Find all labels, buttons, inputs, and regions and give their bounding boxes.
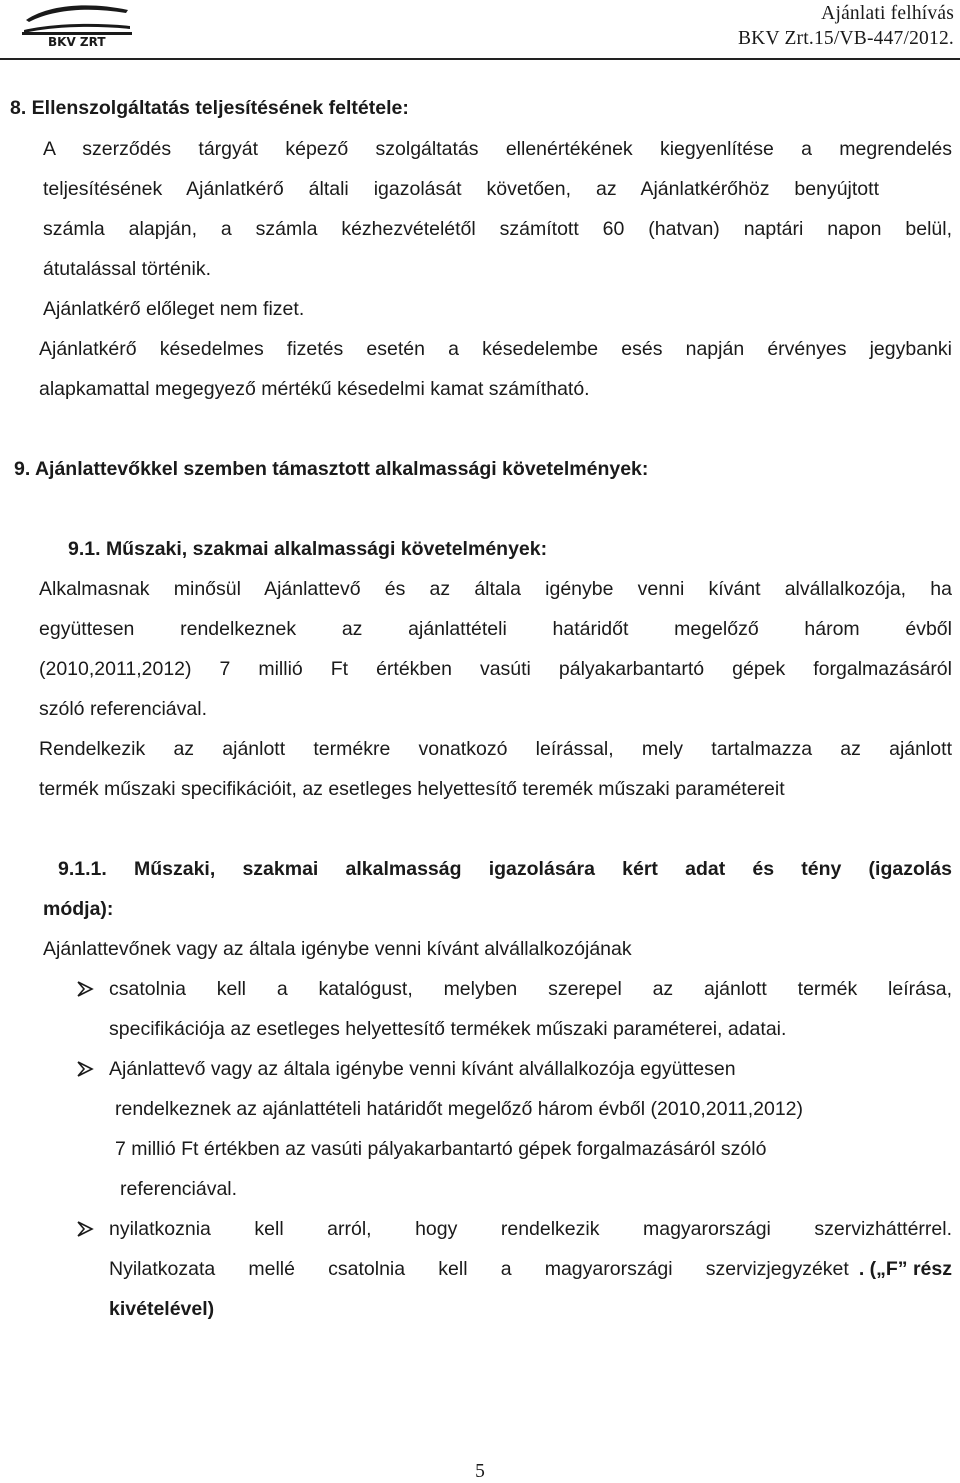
section-9-1-p2-line1: Rendelkezik az ajánlott termékre vonatkozó leírással, mely tartalmazza az ajánlott <box>39 738 952 760</box>
bullet-3-line3: kivételével) <box>109 1298 215 1320</box>
bullet-1-line2: specifikációja az esetleges helyettesítő termékek műszaki paraméterei, adatai. <box>109 1018 787 1040</box>
section-8-p1-line2: teljesítésének Ajánlatkérő általi igazolását követően, az Ajánlatkérőhöz benyújtott <box>43 178 879 200</box>
bullet-2-line2: rendelkeznek az ajánlattételi határidőt megelőző három évből (2010,2011,2012) <box>115 1098 804 1120</box>
section-9-1-p1-line2: együttesen rendelkeznek az ajánlattételi határidőt megelőző három évből <box>39 618 952 640</box>
section-8-p1-line1: A szerződés tárgyát képező szolgáltatás ellenértékének kiegyenlítése a megrendelés <box>43 138 952 160</box>
section-9-1-1-heading-line1: 9.1.1. Műszaki, szakmai alkalmasság igazolására kért adat és tény (igazolás <box>58 858 952 880</box>
bullet-2-line3: 7 millió Ft értékben az vasúti pályakarbantartó gépek forgalmazásáról szóló <box>115 1138 767 1160</box>
bullet-3-line2 <box>109 1257 952 1281</box>
section-9-1-p1-line3: (2010,2011,2012) 7 millió Ft értékben vasúti pályakarbantartó gépek forgalmazásáról <box>39 658 952 680</box>
section-9-1-heading: 9.1. Műszaki, szakmai alkalmassági követelmények: <box>68 538 548 560</box>
section-8-p3-line2: alapkamattal megegyező mértékű késedelmi kamat számítható. <box>39 378 590 400</box>
header-divider <box>0 58 960 60</box>
arrow-bullet-icon <box>76 1060 94 1078</box>
bullet-3-line1: nyilatkoznia kell arról, hogy rendelkezik magyarországi szervizháttérrel. <box>109 1218 952 1240</box>
bkv-logo <box>20 0 134 48</box>
bullet-1-line1: csatolnia kell a katalógust, melyben szerepel az ajánlott termék leírása, <box>109 978 952 1000</box>
page-number: 5 <box>475 1461 485 1482</box>
bullet-3-line2-bold: . („F” rész <box>858 1258 952 1280</box>
bullet-2-line1: Ajánlattevő vagy az általa igénybe venni kívánt alvállalkozója együttesen <box>109 1058 736 1080</box>
section-8-heading: 8. Ellenszolgáltatás teljesítésének feltétele: <box>10 97 409 119</box>
section-8-p1-line4: átutalással történik. <box>43 258 212 280</box>
bullet-3-line2-text: Nyilatkozata mellé csatolnia kell a magyarországi szervizjegyzéket <box>109 1258 849 1280</box>
section-9-heading: 9. Ajánlattevőkkel szemben támasztott alkalmassági követelmények: <box>14 458 649 480</box>
page-header <box>0 0 960 60</box>
header-title: Ajánlati felhívás <box>821 3 954 24</box>
arrow-bullet-icon <box>76 980 94 998</box>
section-8-p1-line3: számla alapján, a számla kézhezvételétől számított 60 (hatvan) naptári napon belül, <box>43 218 952 240</box>
section-9-1-1-heading-line2: módja): <box>43 898 114 920</box>
section-8-p2: Ajánlatkérő előleget nem fizet. <box>43 298 305 320</box>
section-9-1-p1-line1: Alkalmasnak minősül Ajánlattevő és az általa igénybe venni kívánt alvállalkozója, ha <box>39 578 952 600</box>
logo-text: BKV ZRT <box>48 35 106 48</box>
section-9-1-1-intro: Ajánlattevőnek vagy az általa igénybe venni kívánt alvállalkozójának <box>43 938 632 960</box>
arrow-bullet-icon <box>76 1220 94 1238</box>
header-reference: BKV Zrt.15/VB-447/2012. <box>737 28 954 49</box>
section-9-1-p1-line4: szóló referenciával. <box>39 698 207 720</box>
section-9-1-p2-line2: termék műszaki specifikációit, az esetleges helyettesítő teremék műszaki paramétereit <box>39 778 785 800</box>
bullet-2-line4: referenciával. <box>120 1178 238 1200</box>
section-8-p3-line1: Ajánlatkérő késedelmes fizetés esetén a késedelembe esés napján érvényes jegybanki <box>39 338 952 360</box>
